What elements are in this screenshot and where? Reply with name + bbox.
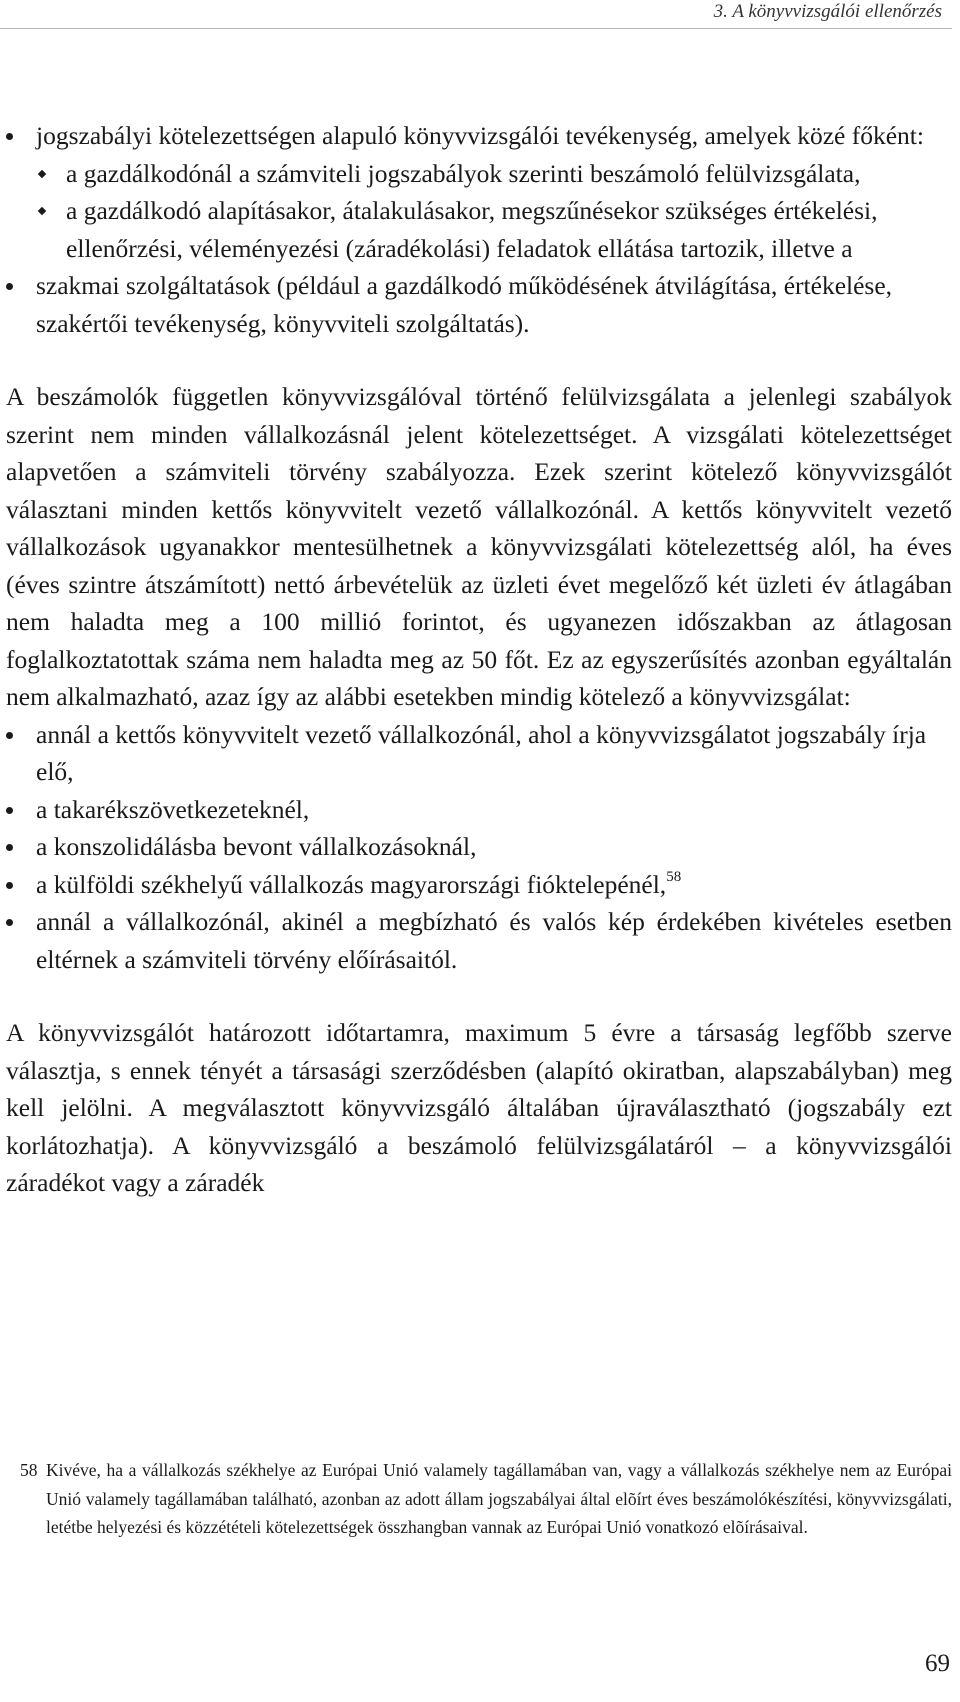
list-item-text: a külföldi székhelyű vállalkozás magyarországi fióktelepénél, (36, 869, 667, 899)
list-item (6, 903, 952, 978)
list-item-text: jogszabályi kötelezettségen alapuló könyvvizsgálói tevékenység, amelyek közé főként: (36, 121, 924, 150)
list-item (6, 117, 952, 267)
footnote-text: Kivéve, ha a vállalkozás székhelye az Európai Unió valamely tagállamában van, vagy a vállalkozás székhelye nem az Európai Unió valamely tagállamában található, azonban az adott állam jogszabályai által elõírt éves beszámolókészítési, könyvvizsgálati, letétbe helyezési és közzétételi kötelezettségek összhangban vannak az Európai Unió vonatkozó elõírásaival. (46, 1460, 952, 1537)
paragraph: A beszámolók független könyvvizsgálóval történő felülvizsgálata a jelenlegi szabályok szerint nem minden vállalkozásnál jelent kötelezettséget. A vizsgálati kötelezettséget alapvetően a számviteli törvény szabályozza. Ezek szerint kötelező könyvvizsgálót választani minden kettős könyvvitelt vezető vállalkozónál. A kettős könyvvitelt vezető vállalkozások ugyanakkor mentesülhetnek a könyvvizsgálati kötelezettség alól, ha éves (éves szintre átszámított) nettó árbevételük az üzleti évet megelőző két üzleti év átlagában nem haladta meg a 100 millió forintot, és ugyanezen időszakban az átlagosan foglalkoztatottak száma nem haladta meg az 50 főt. Ez az egyszerűsítés azonban egyáltalán nem alkalmazható, azaz így az alábbi esetekben mindig kötelező a könyvvizsgálat: (6, 382, 952, 711)
list-item (6, 791, 952, 829)
sub-list (36, 155, 952, 268)
list-item-text: annál a kettős könyvvitelt vezető vállalkozónál, ahol a könyvvizsgálatot jogszabály írja elő, (36, 719, 927, 786)
list-item-text: annál a vállalkozónál, akinél a megbízható és valós kép érdekében kivételes esetben eltérnek a számviteli törvény előírásaitól. (36, 907, 952, 974)
main-text (6, 117, 952, 1202)
list-item-text: szakmai szolgáltatások (például a gazdálkodó működésének átvilágítása, értékelése, szakértői tevékenység, könyvviteli szolgáltatás). (36, 271, 893, 338)
page-number: 69 (925, 1650, 950, 1677)
activity-list (6, 117, 952, 342)
sub-list-item-text: a gazdálkodó alapításakor, átalakulásakor, megszűnésekor szükséges értékelési, ellenőrzési, véleményezési (záradékolási) feladatok ellátása tartozik, illetve a (66, 196, 878, 263)
footnote (6, 1456, 952, 1542)
paragraph: A könyvvizsgálót határozott időtartamra, maximum 5 évre a társaság legfőbb szerve választja, s ennek tényét a társasági szerződésben (alapító okiratban, alapszabályban) meg kell jelölni. A megválasztott könyvvizsgáló általában újraválasztható (jogszabály ezt korlátozhatja). A könyvvizsgáló a beszámoló felülvizsgálatáról – a könyvvizsgálói záradékot vagy a záradék (6, 1018, 952, 1197)
mandatory-audit-list (6, 716, 952, 979)
list-item (6, 716, 952, 791)
list-item (6, 267, 952, 342)
footnote-reference[interactable]: 58 (666, 868, 682, 885)
footnote-number: 58 (20, 1460, 38, 1480)
sub-list-item-text: a gazdálkodónál a számviteli jogszabályok szerinti beszámoló felülvizsgálata, (66, 158, 861, 188)
list-item (6, 866, 952, 904)
sub-list-item (36, 192, 952, 267)
list-item-text: a takarékszövetkezeteknél, (36, 794, 310, 824)
list-item (6, 828, 952, 866)
running-head: 3. A könyvvizsgálói ellenőrzés (713, 1, 942, 22)
page-header (0, 0, 952, 29)
sub-list-item (36, 155, 952, 193)
list-item-text: a konszolidálásba bevont vállalkozásoknál, (36, 832, 477, 861)
